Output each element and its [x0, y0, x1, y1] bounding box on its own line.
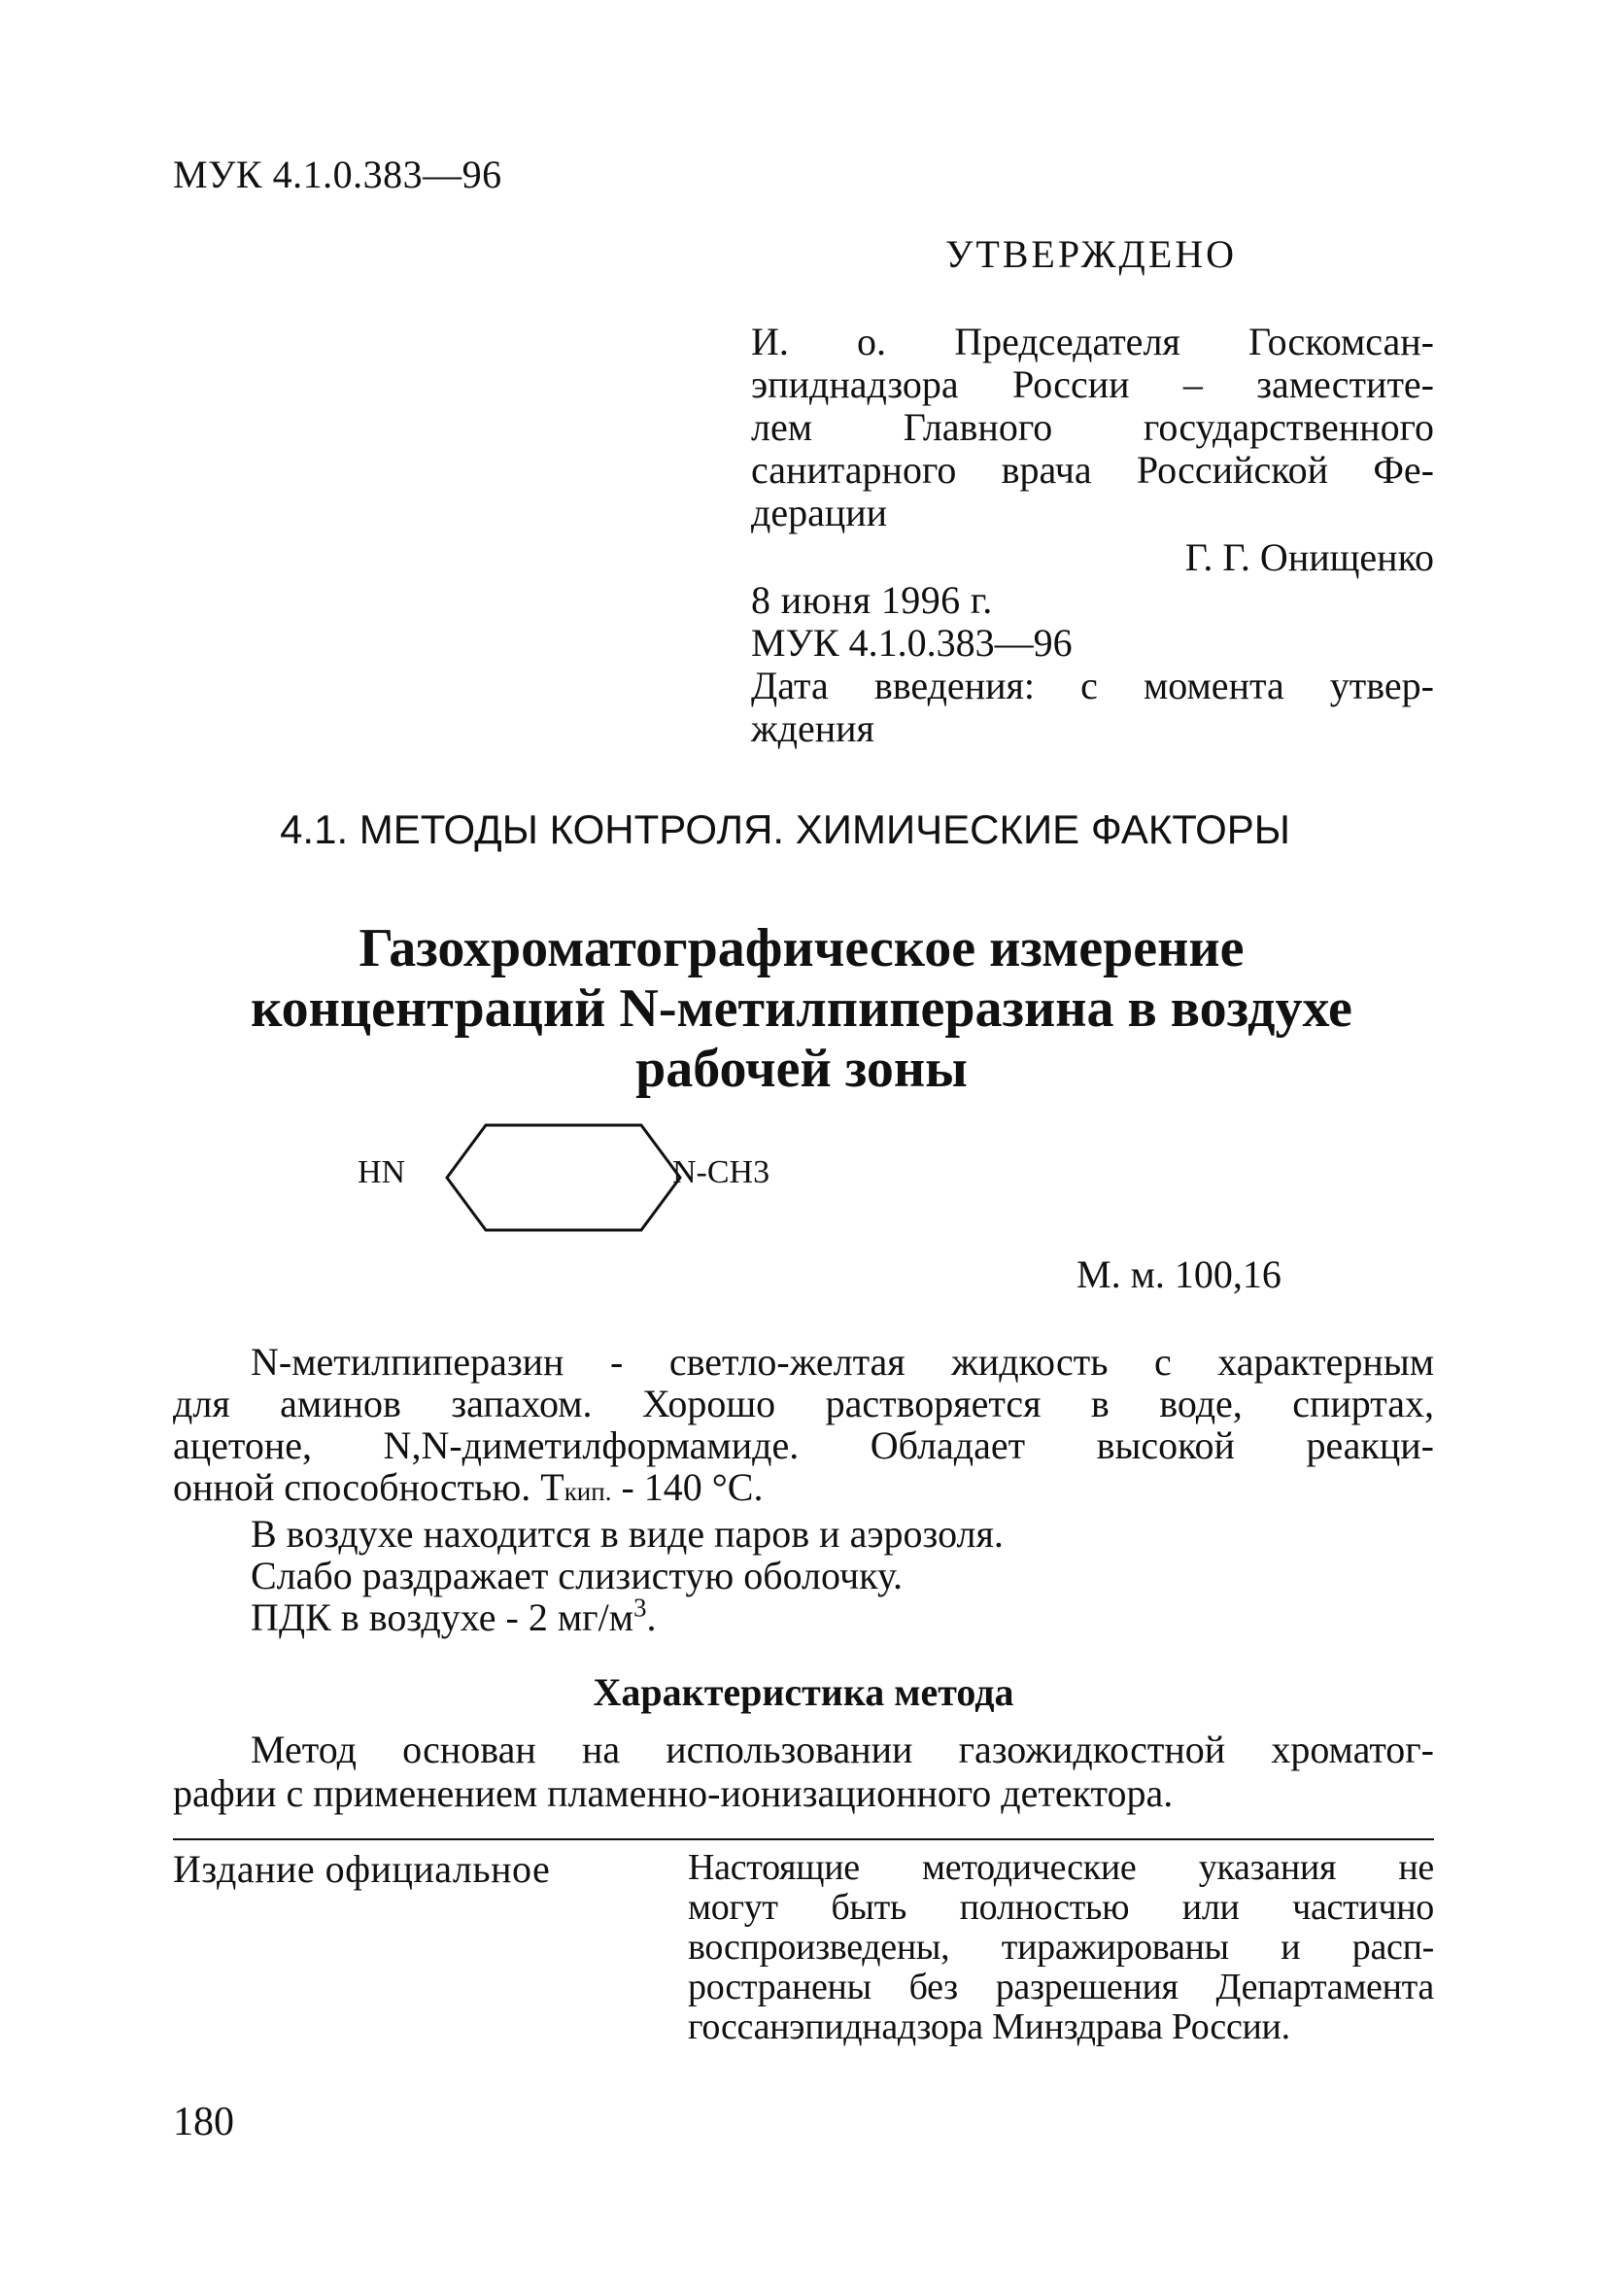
boiling-prefix: онной способностью. Т [173, 1465, 564, 1509]
formula-right-group: N-CH3 [672, 1154, 770, 1190]
description-line: N-метилпиперазин - светло-желтая жидкость с характерным [251, 1340, 1434, 1384]
approval-block [751, 321, 1434, 750]
copyright-notice [688, 1848, 1434, 2047]
approval-signatory: Г. Г. Онищенко [1184, 535, 1434, 579]
method-line: рафии с применением пламенно-ионизационного детектора. [173, 1771, 1174, 1815]
copyright-line: воспроизведены, тиражированы и расп- [688, 1927, 1434, 1968]
approval-line: дерации [751, 491, 888, 534]
method-line: Метод основан на использовании газожидкостной хроматог- [251, 1728, 1434, 1771]
approval-line: эпиднадзора России – заместите- [751, 362, 1434, 406]
boiling-subscript: кип. [564, 1477, 612, 1506]
piperazine-ring [447, 1125, 680, 1230]
method-heading: Характеристика метода [593, 1670, 1014, 1714]
section-heading: 4.1. МЕТОДЫ КОНТРОЛЯ. ХИМИЧЕСКИЕ ФАКТОРЫ [280, 806, 1290, 852]
approval-line: лем Главного государственного [751, 405, 1434, 449]
description-line: для аминов запахом. Хорошо растворяется в воде, спиртах, [173, 1382, 1434, 1425]
document-title [155, 918, 1448, 1099]
approval-line: санитарного врача Российской Фе- [751, 448, 1434, 492]
method-text [173, 1728, 1434, 1815]
page-number: 180 [173, 2100, 234, 2144]
title-line: Газохроматографическое измерение [359, 918, 1245, 978]
introduction-date-line: ждения [751, 706, 874, 750]
copyright-line: ространены без разрешения Департамента [688, 1967, 1434, 2007]
mac-prefix: ПДК в воздухе - 2 мг/м [251, 1595, 634, 1639]
irritation-line: Слабо раздражает слизистую оболочку. [251, 1554, 903, 1597]
title-line: рабочей зоны [635, 1039, 968, 1099]
approval-date: 8 июня 1996 г. [751, 578, 993, 622]
approval-line: И. о. Председателя Госкомсан- [751, 320, 1434, 363]
document-code: МУК 4.1.0.383—96 [173, 153, 502, 196]
introduction-date-line: Дата введения: с момента утвер- [751, 664, 1434, 707]
boiling-point-line [173, 1466, 1434, 1513]
molecular-mass: М. м. 100,16 [1076, 1252, 1281, 1296]
mac-superscript: 3 [633, 1593, 647, 1623]
mac-suffix: . [646, 1595, 657, 1639]
title-line: концентраций N-метилпиперазина в воздухе [251, 978, 1352, 1039]
air-state-line: В воздухе находится в виде паров и аэрозоля. [251, 1512, 1004, 1556]
copyright-line: могут быть полностью или частично [688, 1887, 1434, 1928]
approval-code: МУК 4.1.0.383—96 [751, 621, 1073, 665]
copyright-line: госсанэпиднадзора Минздрава России. [688, 2006, 1290, 2047]
approval-title: УТВЕРЖДЕНО [945, 232, 1238, 276]
description [173, 1341, 1434, 1638]
boiling-value: - 140 °С. [611, 1465, 764, 1509]
description-line: ацетоне, N,N-диметилформамиде. Обладает высокой реакци- [173, 1423, 1434, 1467]
edition-label: Издание официальное [173, 1847, 551, 1891]
footer-divider [173, 1838, 1434, 1840]
mac-line [173, 1593, 1434, 1639]
copyright-line: Настоящие методические указания не [688, 1847, 1434, 1888]
formula-left-group: HN [358, 1154, 406, 1190]
